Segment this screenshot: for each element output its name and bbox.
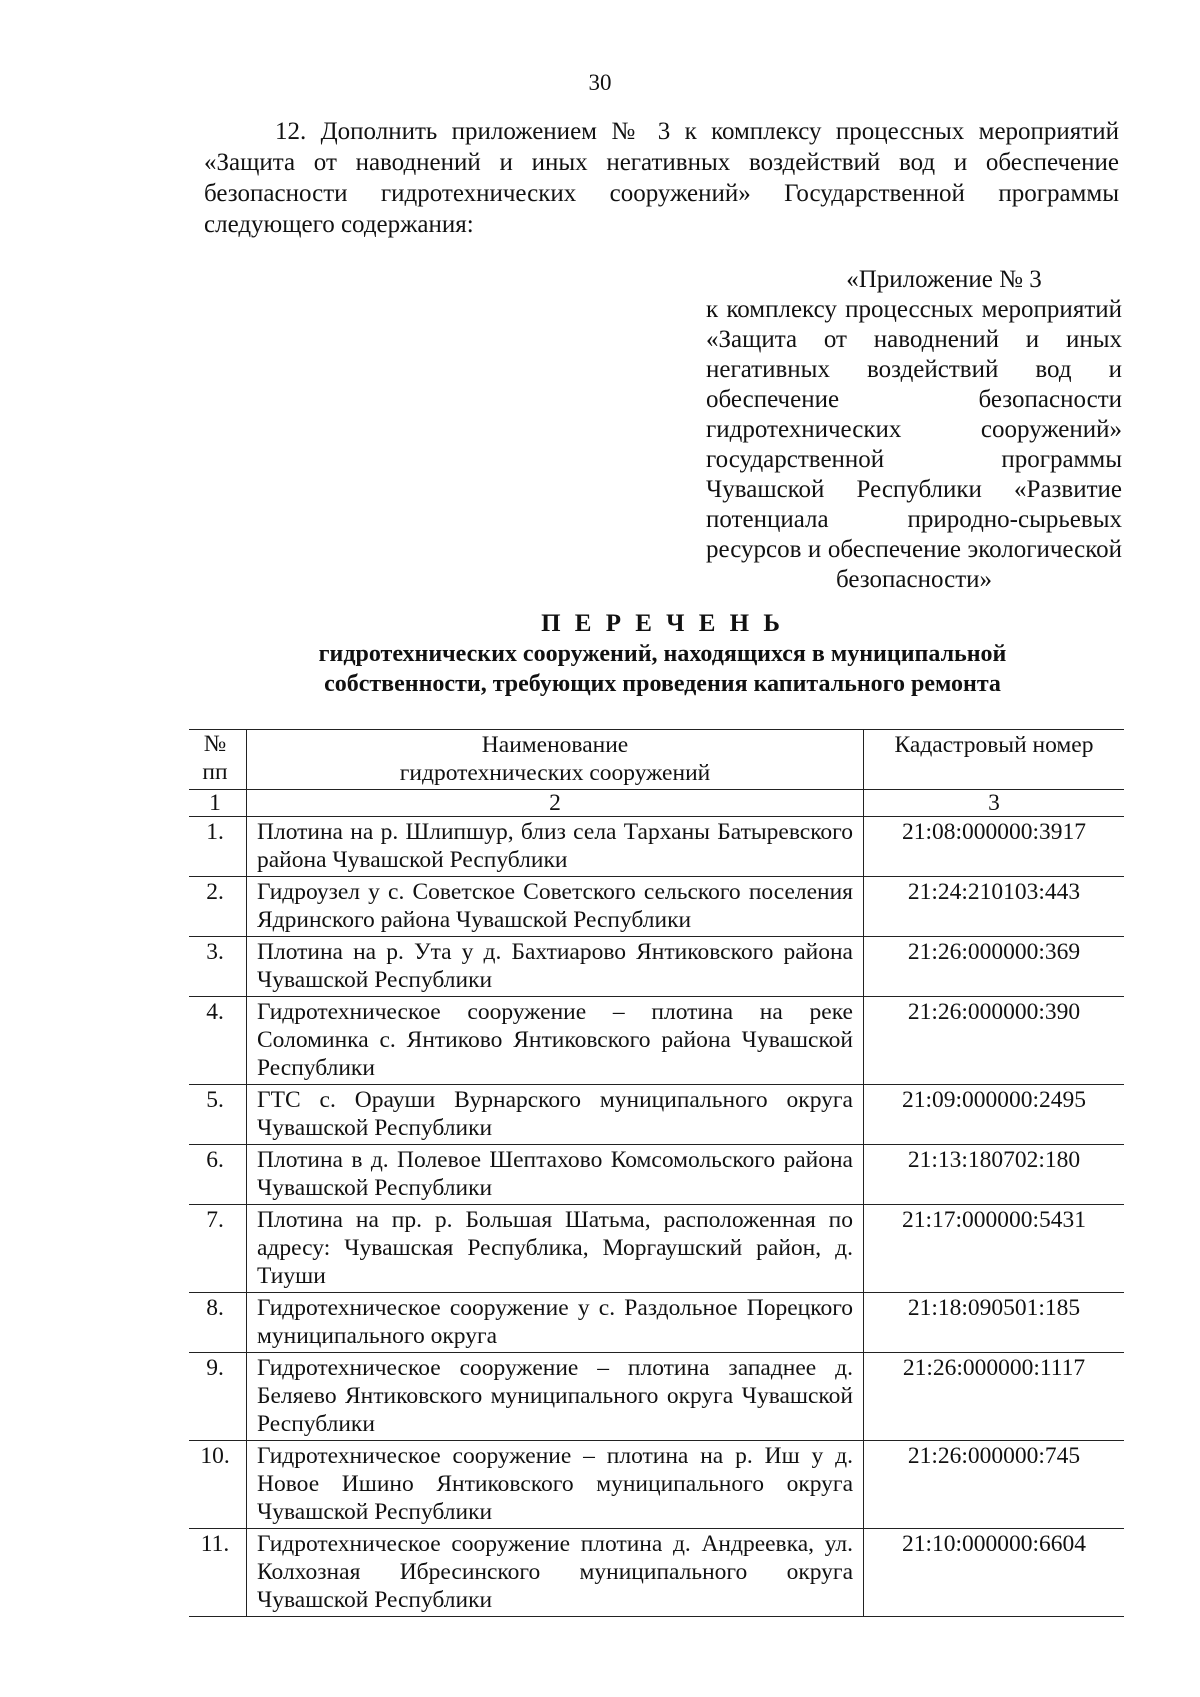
column-header-name: [247, 730, 864, 790]
row-cadastral-number: 21:26:000000:745: [864, 1441, 1125, 1529]
column-header-number: [189, 730, 247, 790]
row-number: 5.: [189, 1085, 247, 1145]
column-header-name-line2: гидротехнических сооружений: [399, 760, 711, 786]
appendix-title: «Приложение № 3: [846, 266, 1042, 293]
table-row: [189, 877, 1124, 937]
row-number: 4.: [189, 997, 247, 1085]
structures-table: [189, 729, 1124, 1617]
row-number: 8.: [189, 1293, 247, 1353]
column-index-2: 2: [247, 790, 864, 817]
heading-subtitle: гидротехнических сооружений, находящихся в муниципальной собственности, требующих проведения капитального ремонта: [318, 641, 1007, 697]
table-row: [189, 1085, 1124, 1145]
column-header-number-line1: №: [203, 731, 227, 757]
row-structure-name: Гидротехническое сооружение – плотина на р. Иш у д. Новое Ишино Янтиковского муниципального округа Чувашской Республики: [247, 1441, 864, 1529]
row-number: 10.: [189, 1441, 247, 1529]
table-row: [189, 1293, 1124, 1353]
row-cadastral-number: 21:26:000000:1117: [864, 1353, 1125, 1441]
row-number: 3.: [189, 937, 247, 997]
row-structure-name: Плотина на р. Шлипшур, близ села Тарханы Батыревского района Чувашской Республики: [247, 817, 864, 877]
row-structure-name: Гидроузел у с. Советское Советского сельского поселения Ядринского района Чувашской Республики: [247, 877, 864, 937]
appendix-body: к комплексу процессных мероприятий «Защита от наводнений и иных негативных воздействий вод и обеспечение безопасности гидротехнических сооружений» государственной программы Чувашской Республики «Развитие потенциала природно-сырьевых ресурсов и обеспечение экологической безопасности»: [706, 296, 1122, 593]
row-cadastral-number: 21:09:000000:2495: [864, 1085, 1125, 1145]
row-structure-name: Гидротехническое сооружение – плотина на реке Соломинка с. Янтиково Янтиковского района Чувашской Республики: [247, 997, 864, 1085]
row-cadastral-number: 21:17:000000:5431: [864, 1205, 1125, 1293]
row-cadastral-number: 21:24:210103:443: [864, 877, 1125, 937]
table-row: [189, 937, 1124, 997]
table-row: [189, 1205, 1124, 1293]
row-structure-name: Гидротехническое сооружение – плотина западнее д. Беляево Янтиковского муниципального округа Чувашской Республики: [247, 1353, 864, 1441]
table-row: [189, 1353, 1124, 1441]
row-number: 7.: [189, 1205, 247, 1293]
table-row: [189, 997, 1124, 1085]
table-header-row: [189, 730, 1124, 790]
page-number: 30: [588, 70, 612, 95]
column-index-1: 1: [189, 790, 247, 817]
row-number: 6.: [189, 1145, 247, 1205]
row-structure-name: ГТС с. Орауши Вурнарского муниципального округа Чувашской Республики: [247, 1085, 864, 1145]
table-row: [189, 1529, 1124, 1617]
row-structure-name: Плотина на р. Ута у д. Бахтиарово Янтиковского района Чувашской Республики: [247, 937, 864, 997]
row-number: 11.: [189, 1529, 247, 1617]
column-header-name-line1: Наименование: [481, 732, 629, 758]
column-index-3: 3: [864, 790, 1125, 817]
column-index-row: [189, 790, 1124, 817]
row-structure-name: Гидротехническое сооружение у с. Раздольное Порецкого муниципального округа: [247, 1293, 864, 1353]
table-row: [189, 1441, 1124, 1529]
row-cadastral-number: 21:08:000000:3917: [864, 817, 1125, 877]
row-cadastral-number: 21:26:000000:369: [864, 937, 1125, 997]
row-cadastral-number: 21:26:000000:390: [864, 997, 1125, 1085]
appendix-reference: [706, 265, 1122, 595]
row-cadastral-number: 21:13:180702:180: [864, 1145, 1125, 1205]
row-structure-name: Плотина в д. Полевое Шептахово Комсомольского района Чувашской Республики: [247, 1145, 864, 1205]
row-structure-name: Плотина на пр. р. Большая Шатьма, расположенная по адресу: Чувашская Республика, Моргаушский район, д. Тиуши: [247, 1205, 864, 1293]
table-row: [189, 817, 1124, 877]
row-number: 2.: [189, 877, 247, 937]
document-heading: [0, 609, 1200, 699]
row-cadastral-number: 21:18:090501:185: [864, 1293, 1125, 1353]
column-header-number-line2: пп: [202, 759, 228, 785]
row-cadastral-number: 21:10:000000:6604: [864, 1529, 1125, 1617]
column-header-cadastral: Кадастровый номер: [864, 730, 1125, 790]
intro-paragraph: 12. Дополнить приложением № 3 к комплексу процессных мероприятий «Защита от наводнений и иных негативных воздействий вод и обеспечение безопасности гидротехнических сооружений» Государственной программы следующего содержания:: [204, 118, 1119, 238]
row-number: 9.: [189, 1353, 247, 1441]
heading-title: П Е Р Е Ч Е Н Ь: [541, 610, 784, 637]
table-row: [189, 1145, 1124, 1205]
row-number: 1.: [189, 817, 247, 877]
row-structure-name: Гидротехническое сооружение плотина д. Андреевка, ул. Колхозная Ибресинского муниципального округа Чувашской Республики: [247, 1529, 864, 1617]
